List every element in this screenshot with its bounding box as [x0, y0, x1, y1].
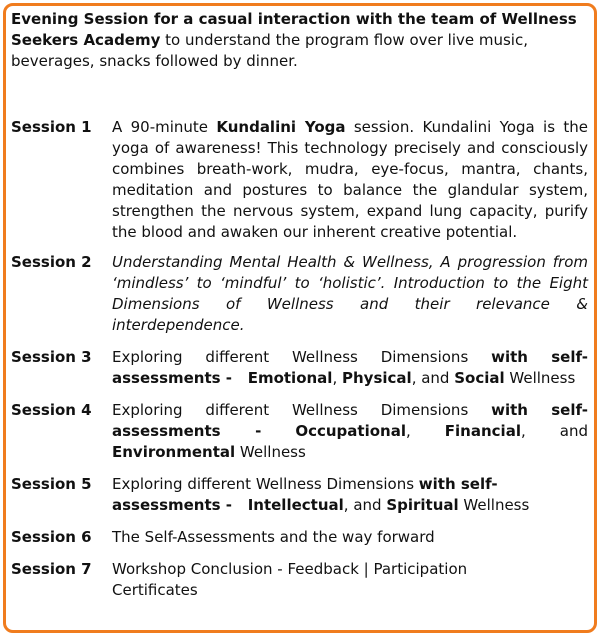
session-label: Session 4: [11, 401, 92, 419]
session-4: [11, 400, 589, 463]
session-description: Exploring different Wellness Dimensions with self- assessments - Occupational, Financial, and Environmental Wellness: [112, 401, 588, 461]
session-1: [11, 117, 589, 243]
session-label: Session 1: [11, 118, 92, 136]
session-label: Session 5: [11, 475, 92, 493]
session-label: Session 2: [11, 253, 92, 271]
session-description: The Self-Assessments and the way forward: [112, 528, 435, 546]
intro-bold-text: Evening Session for a casual interaction with the team of Wellness Seekers Academy: [11, 10, 577, 49]
session-description: Exploring different Wellness Dimensions with self- assessments - Emotional, Physical, and Social Wellness: [112, 348, 588, 387]
session-3: [11, 347, 589, 389]
session-7: [11, 559, 589, 601]
session-5: [11, 474, 589, 516]
session-label: Session 7: [11, 560, 92, 578]
session-6: [11, 527, 589, 548]
session-2: [11, 252, 589, 336]
intro-paragraph: [11, 9, 589, 72]
session-description: A 90-minute Kundalini Yoga session. Kundalini Yoga is the yoga of awareness! This technology precisely and consciously combines breath-work, mudra, eye-focus, mantra, chants, meditation and postures to balance the glandular system, strengthen the nervous system, expand lung capacity, purify the blood and awaken our inherent creative potential.: [112, 118, 588, 241]
session-description: Workshop Conclusion - Feedback | Participation Certificates: [112, 560, 468, 599]
session-description: Exploring different Wellness Dimensions with self- assessments - Intellectual, and Spiritual Wellness: [112, 475, 530, 514]
session-label: Session 3: [11, 348, 92, 366]
intro-text: to understand the program flow over live music, beverages, snacks followed by dinner.: [11, 31, 528, 70]
highlight-kundalini-yoga: Kundalini Yoga: [216, 118, 346, 136]
session-description: Understanding Mental Health & Wellness, A progression from ‘mindless’ to ‘mindful’ to ‘holistic’. Introduction to the Eight Dimensions of Wellness and their relevance & interdependence.: [112, 253, 588, 334]
session-label: Session 6: [11, 528, 92, 546]
program-schedule: [11, 9, 589, 612]
